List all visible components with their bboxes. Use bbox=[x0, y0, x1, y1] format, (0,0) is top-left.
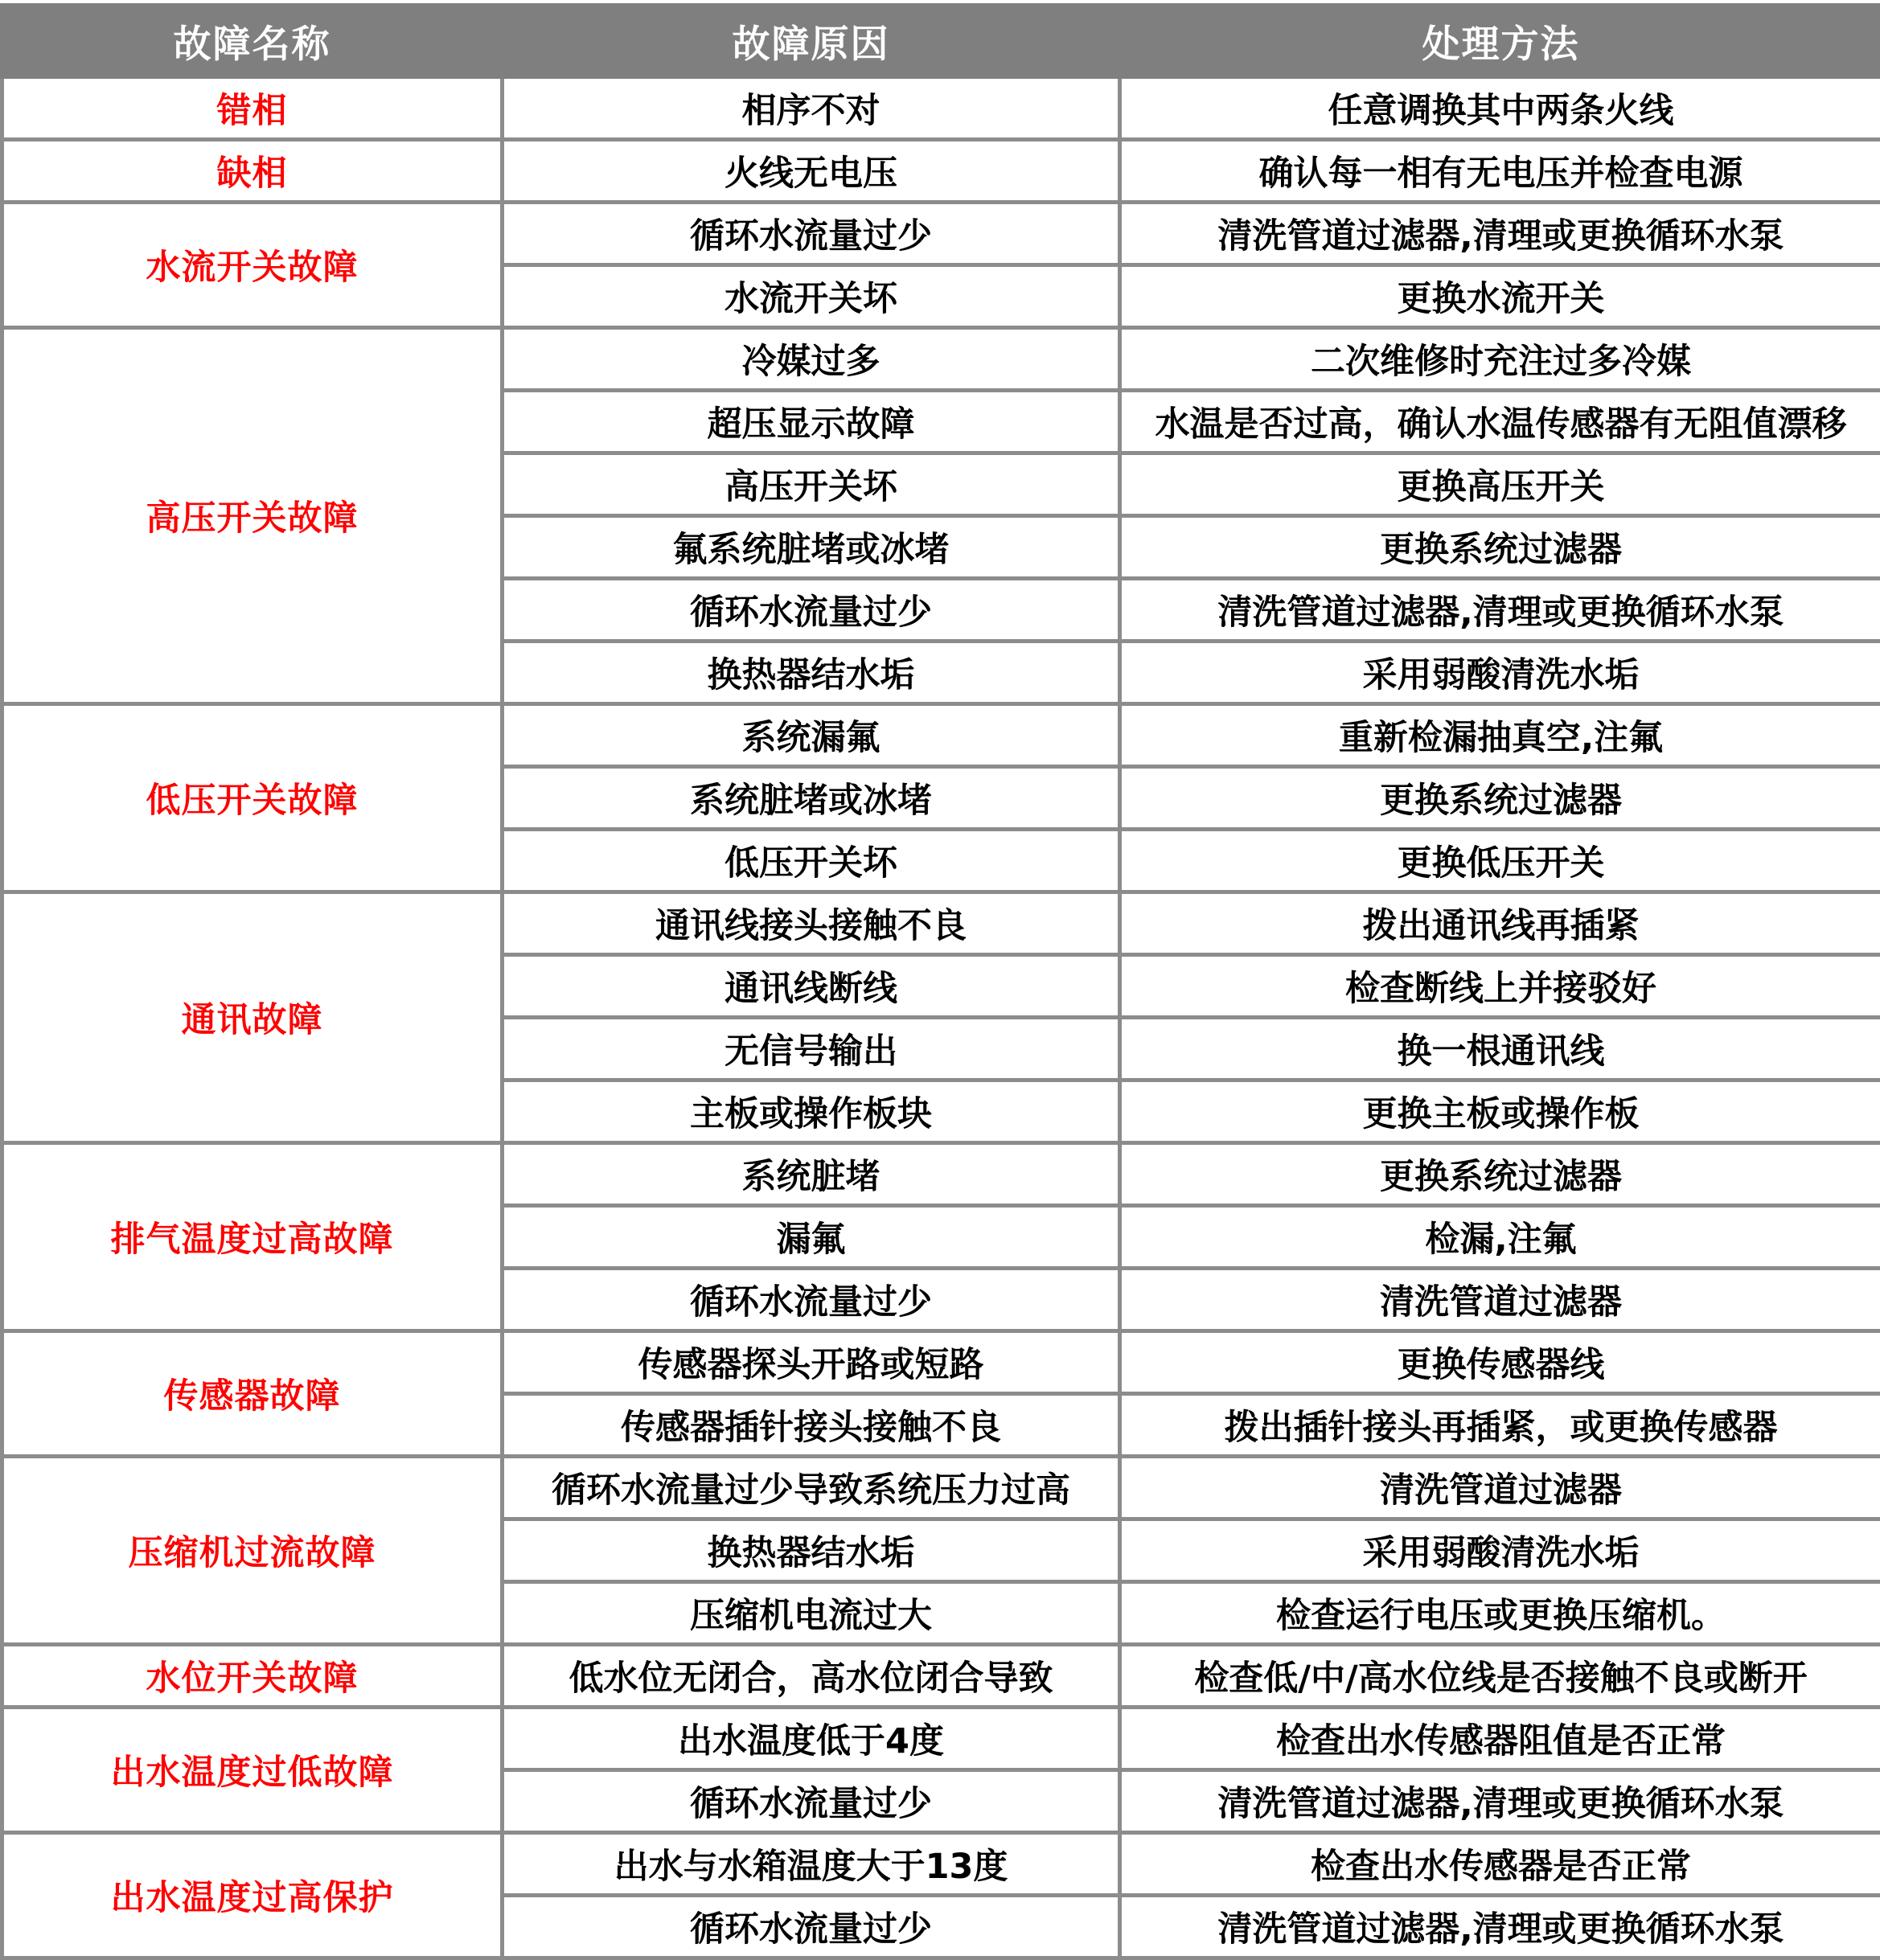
fault-name-cell: 错相 bbox=[2, 77, 503, 140]
table-row bbox=[2, 1833, 1880, 1896]
fault-name-cell: 高压开关故障 bbox=[2, 328, 503, 704]
fault-cause-cell: 传感器探头开路或短路 bbox=[503, 1331, 1120, 1394]
fault-cause-cell: 无信号输出 bbox=[503, 1018, 1120, 1080]
fault-cause-cell: 相序不对 bbox=[503, 77, 1120, 140]
solution-cell: 任意调换其中两条火线 bbox=[1120, 77, 1880, 140]
fault-cause-cell: 循环水流量过少 bbox=[503, 1269, 1120, 1331]
solution-cell: 拨出通讯线再插紧 bbox=[1120, 892, 1880, 955]
column-header-fault-cause: 故障原因 bbox=[503, 6, 1120, 77]
solution-cell: 检查断线上并接驳好 bbox=[1120, 955, 1880, 1018]
solution-cell: 更换系统过滤器 bbox=[1120, 1143, 1880, 1206]
solution-cell: 重新检漏抽真空,注氟 bbox=[1120, 704, 1880, 767]
fault-cause-cell: 低压开关坏 bbox=[503, 830, 1120, 892]
solution-cell: 更换主板或操作板 bbox=[1120, 1080, 1880, 1143]
table-row bbox=[2, 1143, 1880, 1206]
fault-name-cell: 出水温度过低故障 bbox=[2, 1708, 503, 1833]
solution-cell: 检查运行电压或更换压缩机。 bbox=[1120, 1582, 1880, 1645]
fault-troubleshooting-table bbox=[0, 3, 1880, 1960]
fault-cause-cell: 通讯线断线 bbox=[503, 955, 1120, 1018]
table-row bbox=[2, 892, 1880, 955]
fault-name-cell: 传感器故障 bbox=[2, 1331, 503, 1457]
table-row bbox=[2, 140, 1880, 203]
solution-cell: 清洗管道过滤器 bbox=[1120, 1269, 1880, 1331]
solution-cell: 检查低/中/高水位线是否接触不良或断开 bbox=[1120, 1645, 1880, 1708]
solution-cell: 换一根通讯线 bbox=[1120, 1018, 1880, 1080]
table-body bbox=[2, 77, 1880, 1958]
fault-name-cell: 水位开关故障 bbox=[2, 1645, 503, 1708]
solution-cell: 更换系统过滤器 bbox=[1120, 767, 1880, 830]
solution-cell: 更换系统过滤器 bbox=[1120, 516, 1880, 579]
column-header-fault-name: 故障名称 bbox=[2, 6, 503, 77]
solution-cell: 拨出插针接头再插紧，或更换传感器 bbox=[1120, 1394, 1880, 1457]
fault-cause-cell: 循环水流量过少 bbox=[503, 1896, 1120, 1958]
solution-cell: 更换水流开关 bbox=[1120, 265, 1880, 328]
solution-cell: 清洗管道过滤器,清理或更换循环水泵 bbox=[1120, 579, 1880, 642]
solution-cell: 更换低压开关 bbox=[1120, 830, 1880, 892]
fault-cause-cell: 火线无电压 bbox=[503, 140, 1120, 203]
solution-cell: 更换传感器线 bbox=[1120, 1331, 1880, 1394]
solution-cell: 清洗管道过滤器,清理或更换循环水泵 bbox=[1120, 1770, 1880, 1833]
fault-cause-cell: 低水位无闭合，高水位闭合导致 bbox=[503, 1645, 1120, 1708]
solution-cell: 更换高压开关 bbox=[1120, 453, 1880, 516]
fault-cause-cell: 水流开关坏 bbox=[503, 265, 1120, 328]
fault-cause-cell: 换热器结水垢 bbox=[503, 1519, 1120, 1582]
solution-cell: 二次维修时充注过多冷媒 bbox=[1120, 328, 1880, 391]
table-row bbox=[2, 328, 1880, 391]
table-header bbox=[2, 6, 1880, 77]
solution-cell: 检查出水传感器阻值是否正常 bbox=[1120, 1708, 1880, 1770]
fault-name-cell: 水流开关故障 bbox=[2, 203, 503, 328]
header-row bbox=[2, 6, 1880, 77]
table-row bbox=[2, 203, 1880, 265]
solution-cell: 采用弱酸清洗水垢 bbox=[1120, 642, 1880, 704]
fault-cause-cell: 压缩机电流过大 bbox=[503, 1582, 1120, 1645]
table-row bbox=[2, 77, 1880, 140]
fault-name-cell: 压缩机过流故障 bbox=[2, 1457, 503, 1645]
table-row bbox=[2, 704, 1880, 767]
solution-cell: 水温是否过高，确认水温传感器有无阻值漂移 bbox=[1120, 391, 1880, 453]
solution-cell: 采用弱酸清洗水垢 bbox=[1120, 1519, 1880, 1582]
solution-cell: 清洗管道过滤器,清理或更换循环水泵 bbox=[1120, 1896, 1880, 1958]
fault-cause-cell: 换热器结水垢 bbox=[503, 642, 1120, 704]
fault-cause-cell: 循环水流量过少 bbox=[503, 203, 1120, 265]
column-header-solution: 处理方法 bbox=[1120, 6, 1880, 77]
solution-cell: 检漏,注氟 bbox=[1120, 1206, 1880, 1269]
fault-cause-cell: 系统漏氟 bbox=[503, 704, 1120, 767]
fault-cause-cell: 氟系统脏堵或冰堵 bbox=[503, 516, 1120, 579]
fault-name-cell: 排气温度过高故障 bbox=[2, 1143, 503, 1331]
solution-cell: 清洗管道过滤器,清理或更换循环水泵 bbox=[1120, 203, 1880, 265]
table-row bbox=[2, 1331, 1880, 1394]
fault-name-cell: 通讯故障 bbox=[2, 892, 503, 1143]
fault-cause-cell: 循环水流量过少导致系统压力过高 bbox=[503, 1457, 1120, 1519]
solution-cell: 确认每一相有无电压并检查电源 bbox=[1120, 140, 1880, 203]
fault-cause-cell: 循环水流量过少 bbox=[503, 579, 1120, 642]
fault-cause-cell: 出水温度低于4度 bbox=[503, 1708, 1120, 1770]
table-row bbox=[2, 1457, 1880, 1519]
fault-cause-cell: 高压开关坏 bbox=[503, 453, 1120, 516]
fault-cause-cell: 冷媒过多 bbox=[503, 328, 1120, 391]
fault-cause-cell: 系统脏堵 bbox=[503, 1143, 1120, 1206]
fault-name-cell: 低压开关故障 bbox=[2, 704, 503, 892]
solution-cell: 清洗管道过滤器 bbox=[1120, 1457, 1880, 1519]
fault-name-cell: 缺相 bbox=[2, 140, 503, 203]
table-row bbox=[2, 1708, 1880, 1770]
fault-cause-cell: 通讯线接头接触不良 bbox=[503, 892, 1120, 955]
fault-cause-cell: 出水与水箱温度大于13度 bbox=[503, 1833, 1120, 1896]
solution-cell: 检查出水传感器是否正常 bbox=[1120, 1833, 1880, 1896]
fault-cause-cell: 系统脏堵或冰堵 bbox=[503, 767, 1120, 830]
table-row bbox=[2, 1645, 1880, 1708]
fault-cause-cell: 主板或操作板块 bbox=[503, 1080, 1120, 1143]
fault-name-cell: 出水温度过高保护 bbox=[2, 1833, 503, 1958]
fault-cause-cell: 漏氟 bbox=[503, 1206, 1120, 1269]
fault-cause-cell: 传感器插针接头接触不良 bbox=[503, 1394, 1120, 1457]
fault-cause-cell: 超压显示故障 bbox=[503, 391, 1120, 453]
fault-cause-cell: 循环水流量过少 bbox=[503, 1770, 1120, 1833]
